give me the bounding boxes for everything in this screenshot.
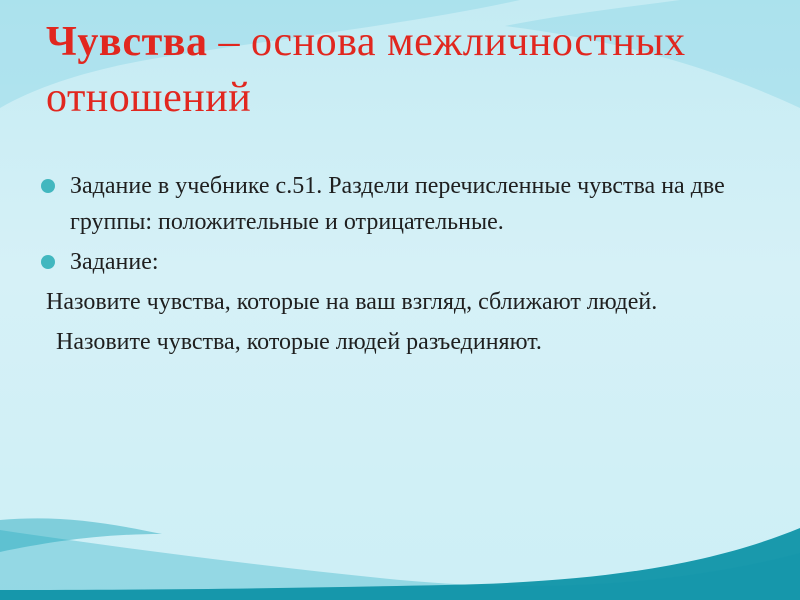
body-paragraph: Назовите чувства, которые на ваш взгляд, сближают людей. [46, 289, 658, 315]
bullet-text: Задание в учебнике с.51. Раздели перечисленные чувства на две группы: положительные и отрицательные. [70, 173, 725, 235]
slide-title [46, 14, 766, 126]
body-paragraph: Назовите чувства, которые людей разъединяют. [56, 329, 542, 355]
bullet-text: Задание: [70, 249, 159, 275]
bullet-item [38, 168, 758, 240]
slide-title-rest: – основа межличностных отношений [46, 19, 686, 121]
slide-content [38, 168, 758, 360]
teal-dot-bullet-icon [41, 179, 55, 193]
bullet-item [38, 244, 758, 280]
slide-title-bold: Чувства [46, 19, 208, 65]
teal-dot-bullet-icon [41, 255, 55, 269]
